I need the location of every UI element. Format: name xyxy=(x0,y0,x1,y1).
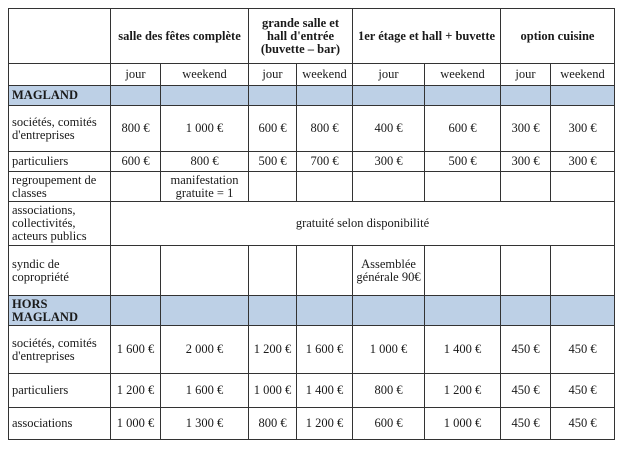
price-cell: 800 € xyxy=(161,152,249,172)
row-label: associations, collectivités, acteurs publics xyxy=(9,202,111,246)
subheader-jour: jour xyxy=(111,64,161,86)
price-cell: 1 000 € xyxy=(161,106,249,152)
price-cell: 450 € xyxy=(551,408,615,440)
price-cell: 1 600 € xyxy=(161,374,249,408)
section-fill-cell xyxy=(353,86,425,106)
subheader-jour: jour xyxy=(501,64,551,86)
header-grande-salle: grande salle et hall d'entrée (buvette – bar) xyxy=(249,9,353,64)
price-cell xyxy=(501,246,551,296)
price-cell xyxy=(353,172,425,202)
price-cell: 400 € xyxy=(353,106,425,152)
row-label: sociétés, comités d'entreprises xyxy=(9,106,111,152)
price-cell: 1 600 € xyxy=(297,326,353,374)
table-row xyxy=(9,106,615,152)
price-cell: 1 000 € xyxy=(353,326,425,374)
tariff-table xyxy=(8,8,615,440)
price-cell: 1 200 € xyxy=(249,326,297,374)
price-cell: 1 200 € xyxy=(111,374,161,408)
table-row xyxy=(9,408,615,440)
row-label: associations xyxy=(9,408,111,440)
price-cell xyxy=(111,172,161,202)
price-cell xyxy=(249,172,297,202)
price-cell: 2 000 € xyxy=(161,326,249,374)
section-fill-cell xyxy=(111,296,161,326)
price-cell: 500 € xyxy=(425,152,501,172)
price-cell: 450 € xyxy=(501,408,551,440)
price-cell: 800 € xyxy=(111,106,161,152)
price-cell: 450 € xyxy=(501,326,551,374)
table-row xyxy=(9,374,615,408)
price-cell xyxy=(425,172,501,202)
section-fill-cell xyxy=(297,296,353,326)
price-cell: 1 400 € xyxy=(425,326,501,374)
price-cell xyxy=(425,246,501,296)
price-cell: 1 200 € xyxy=(297,408,353,440)
price-cell: 800 € xyxy=(297,106,353,152)
price-cell: 600 € xyxy=(249,106,297,152)
section-fill-cell xyxy=(551,296,615,326)
price-cell: 1 400 € xyxy=(297,374,353,408)
section-fill-cell xyxy=(501,86,551,106)
price-cell: 450 € xyxy=(551,326,615,374)
price-cell: 800 € xyxy=(353,374,425,408)
section-title: MAGLAND xyxy=(9,86,111,106)
section-fill-cell xyxy=(161,86,249,106)
price-cell: 300 € xyxy=(353,152,425,172)
subheader-jour: jour xyxy=(249,64,297,86)
section-title: HORS MAGLAND xyxy=(9,296,111,326)
table-row xyxy=(9,246,615,296)
row-label: regroupement de classes xyxy=(9,172,111,202)
price-cell: manifestation gratuite = 1 xyxy=(161,172,249,202)
price-cell: 1 200 € xyxy=(425,374,501,408)
subheader-weekend: weekend xyxy=(297,64,353,86)
section-row-hors xyxy=(9,296,615,326)
section-fill-cell xyxy=(249,296,297,326)
price-cell: 600 € xyxy=(353,408,425,440)
section-fill-cell xyxy=(501,296,551,326)
row-label: particuliers xyxy=(9,374,111,408)
subheader-weekend: weekend xyxy=(551,64,615,86)
row-label: sociétés, comités d'entreprises xyxy=(9,326,111,374)
price-cell: 700 € xyxy=(297,152,353,172)
subheader-blank xyxy=(9,64,111,86)
section-fill-cell xyxy=(111,86,161,106)
section-fill-cell xyxy=(161,296,249,326)
section-fill-cell xyxy=(353,296,425,326)
row-label: syndic de copropriété xyxy=(9,246,111,296)
price-cell: 300 € xyxy=(501,106,551,152)
header-salle-fetes: salle des fêtes complète xyxy=(111,9,249,64)
price-cell xyxy=(161,246,249,296)
merged-cell: gratuité selon disponibilité xyxy=(111,202,615,246)
section-fill-cell xyxy=(249,86,297,106)
table-row xyxy=(9,172,615,202)
price-cell: 600 € xyxy=(425,106,501,152)
price-cell: 500 € xyxy=(249,152,297,172)
section-fill-cell xyxy=(297,86,353,106)
table-row xyxy=(9,152,615,172)
price-cell xyxy=(111,246,161,296)
table-row xyxy=(9,202,615,246)
price-cell xyxy=(297,172,353,202)
price-cell: 1 300 € xyxy=(161,408,249,440)
price-cell xyxy=(551,246,615,296)
price-cell: 300 € xyxy=(551,106,615,152)
price-cell: 300 € xyxy=(551,152,615,172)
price-cell xyxy=(297,246,353,296)
price-cell xyxy=(551,172,615,202)
header-option-cuisine: option cuisine xyxy=(501,9,615,64)
price-cell: 1 600 € xyxy=(111,326,161,374)
section-fill-cell xyxy=(425,86,501,106)
row-label: particuliers xyxy=(9,152,111,172)
subheader-weekend: weekend xyxy=(161,64,249,86)
section-fill-cell xyxy=(425,296,501,326)
header-1er-etage: 1er étage et hall + buvette xyxy=(353,9,501,64)
price-cell: 450 € xyxy=(551,374,615,408)
price-cell: 1 000 € xyxy=(111,408,161,440)
corner-cell xyxy=(9,9,111,64)
price-cell: 600 € xyxy=(111,152,161,172)
table-row xyxy=(9,326,615,374)
section-fill-cell xyxy=(551,86,615,106)
price-cell: 1 000 € xyxy=(425,408,501,440)
price-cell: 300 € xyxy=(501,152,551,172)
price-cell xyxy=(249,246,297,296)
price-cell: 800 € xyxy=(249,408,297,440)
section-row-magland xyxy=(9,86,615,106)
subheader-weekend: weekend xyxy=(425,64,501,86)
price-cell xyxy=(501,172,551,202)
price-cell: 450 € xyxy=(501,374,551,408)
price-cell: Assemblée générale 90€ xyxy=(353,246,425,296)
subheader-jour: jour xyxy=(353,64,425,86)
tariff-table-page xyxy=(8,8,615,440)
price-cell: 1 000 € xyxy=(249,374,297,408)
